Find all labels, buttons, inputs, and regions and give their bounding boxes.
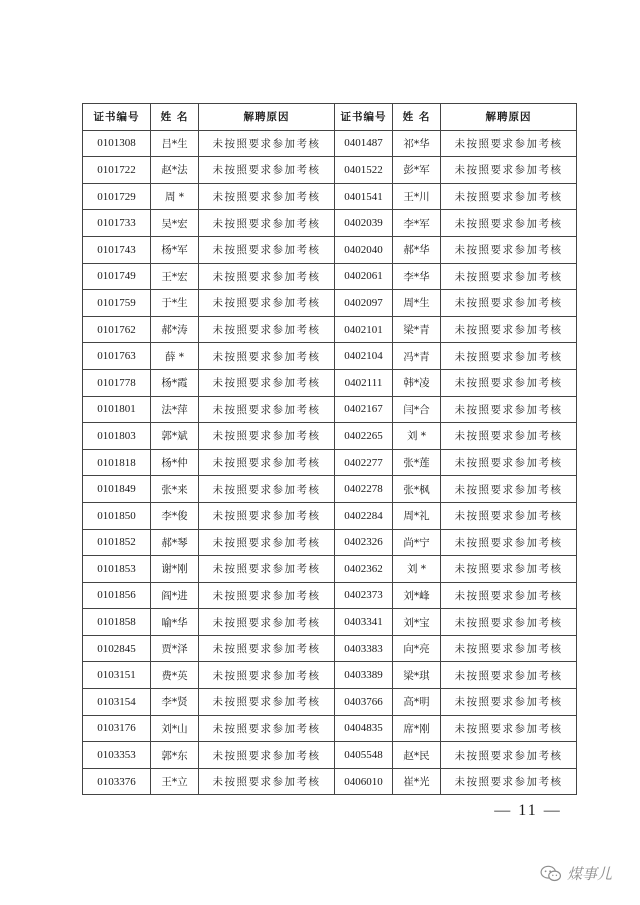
reason-cell: 未按照要求参加考核 (441, 263, 577, 290)
reason-cell: 未按照要求参加考核 (199, 689, 335, 716)
table-row (83, 529, 577, 556)
reason-cell: 未按照要求参加考核 (441, 529, 577, 556)
table-row (83, 635, 577, 662)
cert-no-cell: 0101762 (83, 316, 151, 343)
reason-cell: 未按照要求参加考核 (441, 582, 577, 609)
name-cell: 刘*宝 (393, 609, 441, 636)
cert-no-cell: 0402061 (335, 263, 393, 290)
cert-no-cell: 0101852 (83, 529, 151, 556)
name-cell: 李*军 (393, 210, 441, 237)
name-cell: 尚*宁 (393, 529, 441, 556)
reason-cell: 未按照要求参加考核 (441, 768, 577, 795)
reason-cell: 未按照要求参加考核 (199, 157, 335, 184)
cert-no-cell: 0402362 (335, 556, 393, 583)
cert-no-cell: 0402111 (335, 369, 393, 396)
reason-cell: 未按照要求参加考核 (441, 396, 577, 423)
dismissal-table (82, 103, 577, 795)
reason-cell: 未按照要求参加考核 (199, 609, 335, 636)
table-row (83, 290, 577, 317)
name-cell: 刘*山 (151, 715, 199, 742)
cert-no-cell: 0403383 (335, 635, 393, 662)
cert-no-cell: 0403341 (335, 609, 393, 636)
table-row (83, 396, 577, 423)
cert-no-cell: 0402167 (335, 396, 393, 423)
table-row (83, 768, 577, 795)
cert-no-cell: 0101763 (83, 343, 151, 370)
cert-no-cell: 0101749 (83, 263, 151, 290)
reason-cell: 未按照要求参加考核 (199, 369, 335, 396)
reason-cell: 未按照要求参加考核 (199, 582, 335, 609)
name-cell: 郭*斌 (151, 423, 199, 450)
cert-no-cell: 0402101 (335, 316, 393, 343)
table-row (83, 157, 577, 184)
table-row (83, 210, 577, 237)
cert-no-cell: 0103154 (83, 689, 151, 716)
cert-no-cell: 0402284 (335, 502, 393, 529)
reason-cell: 未按照要求参加考核 (441, 502, 577, 529)
name-cell: 李*华 (393, 263, 441, 290)
cert-no-cell: 0402040 (335, 236, 393, 263)
reason-cell: 未按照要求参加考核 (441, 715, 577, 742)
name-cell: 梁*琪 (393, 662, 441, 689)
reason-cell: 未按照要求参加考核 (441, 556, 577, 583)
cert-no-cell: 0101308 (83, 130, 151, 157)
cert-no-cell: 0101858 (83, 609, 151, 636)
header-name-right: 姓 名 (393, 104, 441, 131)
cert-no-cell: 0402097 (335, 290, 393, 317)
name-cell: 于*生 (151, 290, 199, 317)
reason-cell: 未按照要求参加考核 (199, 449, 335, 476)
table-row (83, 662, 577, 689)
name-cell: 周 * (151, 183, 199, 210)
name-cell: 周*礼 (393, 502, 441, 529)
cert-no-cell: 0401487 (335, 130, 393, 157)
table-row (83, 423, 577, 450)
table-row (83, 556, 577, 583)
name-cell: 薛 * (151, 343, 199, 370)
reason-cell: 未按照要求参加考核 (199, 635, 335, 662)
cert-no-cell: 0402265 (335, 423, 393, 450)
cert-no-cell: 0101778 (83, 369, 151, 396)
table-row (83, 715, 577, 742)
cert-no-cell: 0101856 (83, 582, 151, 609)
reason-cell: 未按照要求参加考核 (441, 210, 577, 237)
cert-no-cell: 0102845 (83, 635, 151, 662)
cert-no-cell: 0402373 (335, 582, 393, 609)
wechat-icon (540, 865, 562, 883)
name-cell: 杨*霞 (151, 369, 199, 396)
name-cell: 赵*法 (151, 157, 199, 184)
reason-cell: 未按照要求参加考核 (199, 423, 335, 450)
reason-cell: 未按照要求参加考核 (441, 183, 577, 210)
reason-cell: 未按照要求参加考核 (441, 236, 577, 263)
table-row (83, 343, 577, 370)
name-cell: 贾*泽 (151, 635, 199, 662)
reason-cell: 未按照要求参加考核 (441, 343, 577, 370)
cert-no-cell: 0101729 (83, 183, 151, 210)
reason-cell: 未按照要求参加考核 (441, 689, 577, 716)
reason-cell: 未按照要求参加考核 (199, 290, 335, 317)
cert-no-cell: 0403766 (335, 689, 393, 716)
table-row (83, 689, 577, 716)
reason-cell: 未按照要求参加考核 (441, 742, 577, 769)
cert-no-cell: 0403389 (335, 662, 393, 689)
name-cell: 郭*东 (151, 742, 199, 769)
table-header-row (83, 104, 577, 131)
reason-cell: 未按照要求参加考核 (199, 263, 335, 290)
reason-cell: 未按照要求参加考核 (441, 635, 577, 662)
name-cell: 韩*凌 (393, 369, 441, 396)
reason-cell: 未按照要求参加考核 (199, 742, 335, 769)
table-row (83, 449, 577, 476)
name-cell: 张*来 (151, 476, 199, 503)
cert-no-cell: 0402326 (335, 529, 393, 556)
cert-no-cell: 0401522 (335, 157, 393, 184)
name-cell: 向*亮 (393, 635, 441, 662)
cert-no-cell: 0101853 (83, 556, 151, 583)
reason-cell: 未按照要求参加考核 (441, 476, 577, 503)
reason-cell: 未按照要求参加考核 (199, 476, 335, 503)
name-cell: 吴*宏 (151, 210, 199, 237)
cert-no-cell: 0402277 (335, 449, 393, 476)
name-cell: 郝*琴 (151, 529, 199, 556)
name-cell: 闫*合 (393, 396, 441, 423)
name-cell: 赵*民 (393, 742, 441, 769)
name-cell: 法*萍 (151, 396, 199, 423)
reason-cell: 未按照要求参加考核 (441, 449, 577, 476)
table-row (83, 263, 577, 290)
name-cell: 周*生 (393, 290, 441, 317)
name-cell: 崔*光 (393, 768, 441, 795)
watermark (540, 863, 612, 884)
name-cell: 高*明 (393, 689, 441, 716)
reason-cell: 未按照要求参加考核 (199, 316, 335, 343)
reason-cell: 未按照要求参加考核 (199, 210, 335, 237)
name-cell: 杨*仲 (151, 449, 199, 476)
reason-cell: 未按照要求参加考核 (441, 290, 577, 317)
reason-cell: 未按照要求参加考核 (441, 369, 577, 396)
cert-no-cell: 0101759 (83, 290, 151, 317)
name-cell: 张*枫 (393, 476, 441, 503)
cert-no-cell: 0101743 (83, 236, 151, 263)
cert-no-cell: 0103151 (83, 662, 151, 689)
table-row (83, 742, 577, 769)
cert-no-cell: 0101850 (83, 502, 151, 529)
watermark-text: 煤事儿 (567, 865, 613, 883)
name-cell: 冯*青 (393, 343, 441, 370)
name-cell: 杨*军 (151, 236, 199, 263)
table-row (83, 130, 577, 157)
reason-cell: 未按照要求参加考核 (199, 556, 335, 583)
name-cell: 谢*刚 (151, 556, 199, 583)
reason-cell: 未按照要求参加考核 (441, 130, 577, 157)
name-cell: 王*川 (393, 183, 441, 210)
name-cell: 梁*青 (393, 316, 441, 343)
name-cell: 喻*华 (151, 609, 199, 636)
cert-no-cell: 0404835 (335, 715, 393, 742)
cert-no-cell: 0405548 (335, 742, 393, 769)
table-row (83, 316, 577, 343)
name-cell: 王*宏 (151, 263, 199, 290)
reason-cell: 未按照要求参加考核 (441, 609, 577, 636)
reason-cell: 未按照要求参加考核 (199, 768, 335, 795)
cert-no-cell: 0402104 (335, 343, 393, 370)
cert-no-cell: 0101849 (83, 476, 151, 503)
cert-no-cell: 0101801 (83, 396, 151, 423)
reason-cell: 未按照要求参加考核 (199, 183, 335, 210)
reason-cell: 未按照要求参加考核 (199, 502, 335, 529)
name-cell: 阎*进 (151, 582, 199, 609)
reason-cell: 未按照要求参加考核 (441, 157, 577, 184)
name-cell: 郝*华 (393, 236, 441, 263)
cert-no-cell: 0406010 (335, 768, 393, 795)
table-row (83, 476, 577, 503)
header-reason-right: 解聘原因 (441, 104, 577, 131)
reason-cell: 未按照要求参加考核 (441, 423, 577, 450)
reason-cell: 未按照要求参加考核 (199, 662, 335, 689)
table-row (83, 369, 577, 396)
name-cell: 席*刚 (393, 715, 441, 742)
reason-cell: 未按照要求参加考核 (441, 662, 577, 689)
name-cell: 刘 * (393, 556, 441, 583)
reason-cell: 未按照要求参加考核 (199, 236, 335, 263)
header-name-left: 姓 名 (151, 104, 199, 131)
name-cell: 吕*生 (151, 130, 199, 157)
reason-cell: 未按照要求参加考核 (199, 529, 335, 556)
page-number: — 11 — (494, 802, 562, 819)
name-cell: 李*贤 (151, 689, 199, 716)
header-cert-no-left: 证书编号 (83, 104, 151, 131)
cert-no-cell: 0101818 (83, 449, 151, 476)
reason-cell: 未按照要求参加考核 (199, 396, 335, 423)
reason-cell: 未按照要求参加考核 (199, 130, 335, 157)
name-cell: 费*英 (151, 662, 199, 689)
cert-no-cell: 0101733 (83, 210, 151, 237)
cert-no-cell: 0103176 (83, 715, 151, 742)
table-row (83, 582, 577, 609)
table-row (83, 183, 577, 210)
cert-no-cell: 0401541 (335, 183, 393, 210)
name-cell: 刘*峰 (393, 582, 441, 609)
header-reason-left: 解聘原因 (199, 104, 335, 131)
reason-cell: 未按照要求参加考核 (199, 343, 335, 370)
cert-no-cell: 0402278 (335, 476, 393, 503)
header-cert-no-right: 证书编号 (335, 104, 393, 131)
cert-no-cell: 0103353 (83, 742, 151, 769)
cert-no-cell: 0402039 (335, 210, 393, 237)
reason-cell: 未按照要求参加考核 (441, 316, 577, 343)
table-row (83, 609, 577, 636)
name-cell: 郝*涛 (151, 316, 199, 343)
name-cell: 王*立 (151, 768, 199, 795)
cert-no-cell: 0103376 (83, 768, 151, 795)
table-body (83, 130, 577, 795)
cert-no-cell: 0101803 (83, 423, 151, 450)
name-cell: 张*莲 (393, 449, 441, 476)
name-cell: 彭*军 (393, 157, 441, 184)
name-cell: 祁*华 (393, 130, 441, 157)
name-cell: 刘 * (393, 423, 441, 450)
cert-no-cell: 0101722 (83, 157, 151, 184)
table-row (83, 502, 577, 529)
reason-cell: 未按照要求参加考核 (199, 715, 335, 742)
name-cell: 李*俊 (151, 502, 199, 529)
table-row (83, 236, 577, 263)
